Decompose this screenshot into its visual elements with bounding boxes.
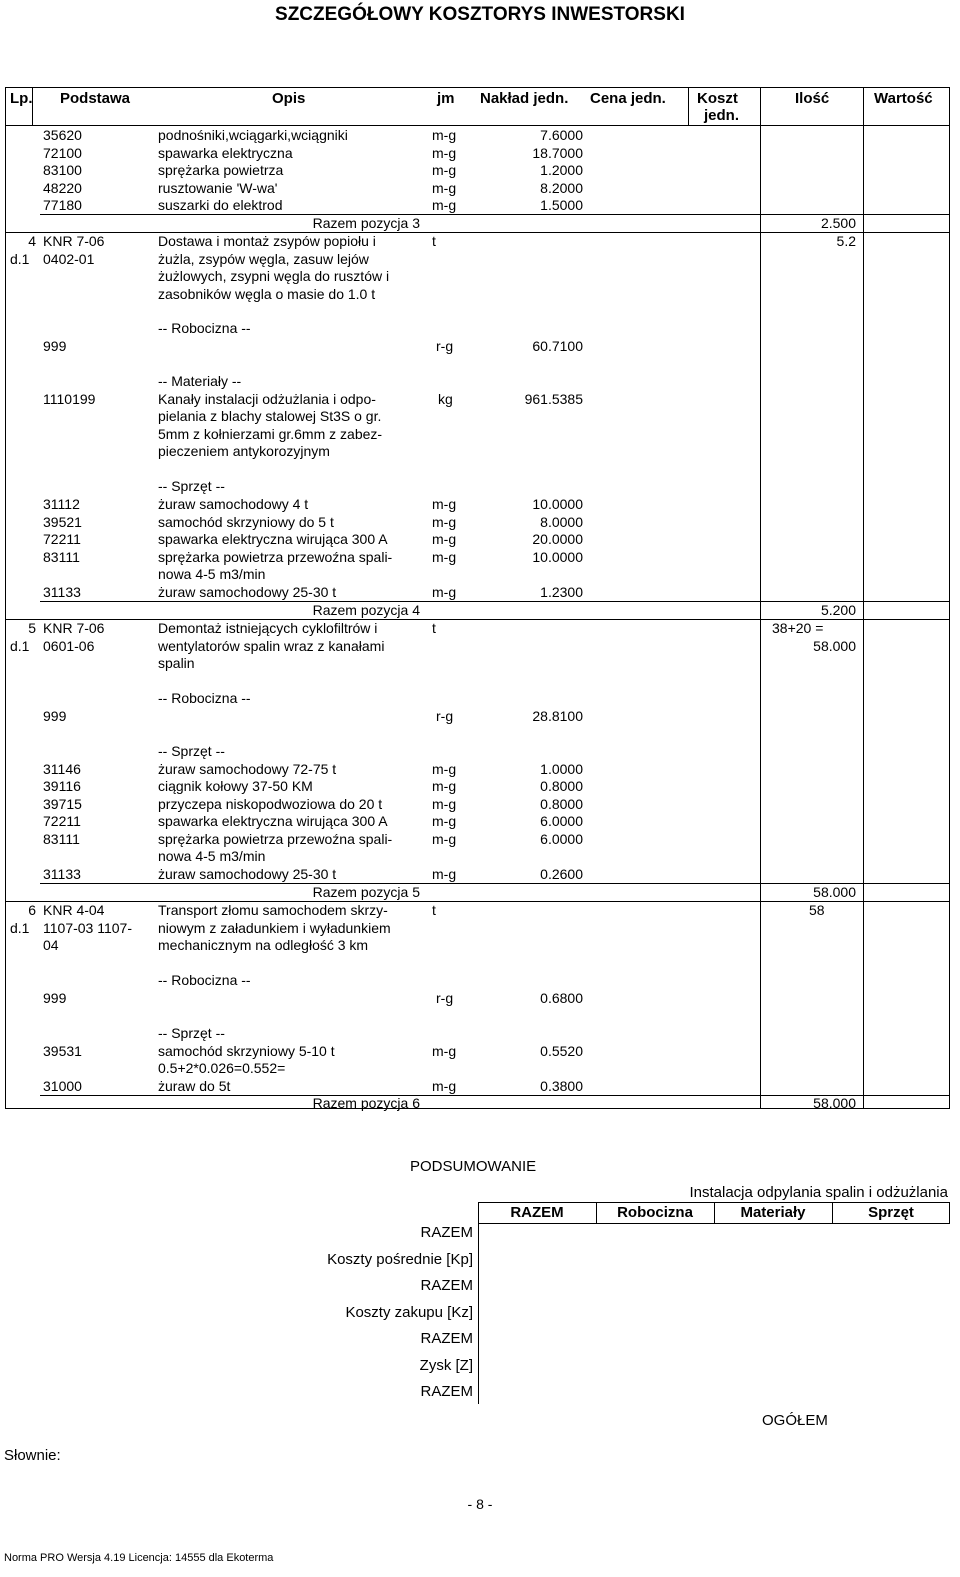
summary-line: RAZEM bbox=[420, 1330, 473, 1347]
position-desc: mechanicznym na odległość 3 km bbox=[158, 937, 369, 953]
row-unit: m-g bbox=[432, 1078, 457, 1094]
header-opis: Opis bbox=[272, 90, 306, 107]
position-knr-table: 0402-01 bbox=[43, 251, 95, 267]
row-code: 39521 bbox=[43, 514, 82, 530]
position-desc: żużla, zsypów węgla, zasuw lejów bbox=[158, 251, 369, 267]
position-unit: t bbox=[432, 233, 436, 249]
row-desc: żuraw samochodowy 4 t bbox=[158, 496, 309, 512]
header-wartosc: Wartość bbox=[874, 90, 933, 107]
razem-label: Razem pozycja 3 bbox=[312, 215, 420, 231]
position-desc: spalin bbox=[158, 655, 195, 671]
summary-line: RAZEM bbox=[420, 1277, 473, 1294]
position-knr-table: 1107-03 1107- bbox=[43, 920, 132, 936]
section-label: -- Sprzęt -- bbox=[158, 1025, 225, 1041]
section-label: -- Materiały -- bbox=[158, 373, 242, 389]
position-number: 6 bbox=[28, 902, 36, 918]
position-desc: wentylatorów spalin wraz z kanałami bbox=[158, 638, 385, 654]
row-naklad: 1.0000 bbox=[540, 761, 583, 777]
row-code: 72211 bbox=[43, 531, 81, 547]
position-desc: zasobników węgla o masie do 1.0 t bbox=[158, 286, 376, 302]
summary-col-materialy: Materiały bbox=[740, 1204, 806, 1221]
summary-line: RAZEM bbox=[420, 1224, 473, 1241]
row-unit: m-g bbox=[432, 866, 457, 882]
row-desc: żuraw samochodowy 25-30 t bbox=[158, 866, 337, 882]
position-ilosc: 58.000 bbox=[813, 638, 856, 654]
row-unit: r-g bbox=[436, 708, 454, 724]
row-code: 31112 bbox=[43, 496, 80, 512]
row-naklad: 0.8000 bbox=[540, 778, 583, 794]
razem-ilosc: 58.000 bbox=[813, 884, 856, 900]
row-code: 999 bbox=[43, 338, 67, 354]
summary-line: Koszty zakupu [Kz] bbox=[345, 1304, 473, 1321]
row-unit: m-g bbox=[432, 127, 457, 143]
position-ilosc: 58 bbox=[809, 902, 825, 918]
summary-col-robocizna: Robocizna bbox=[617, 1204, 693, 1221]
row-code: 39116 bbox=[43, 778, 81, 794]
row-unit: m-g bbox=[432, 197, 457, 213]
row-naklad: 0.8000 bbox=[540, 796, 583, 812]
col-divider bbox=[688, 87, 689, 125]
summary-line: Koszty pośrednie [Kp] bbox=[327, 1251, 473, 1268]
razem-label: Razem pozycja 4 bbox=[312, 602, 420, 618]
summary-line: Zysk [Z] bbox=[419, 1357, 473, 1374]
razem-label: Razem pozycja 6 bbox=[312, 1095, 420, 1111]
summary-total: OGÓŁEM bbox=[762, 1412, 828, 1429]
row-code: 31146 bbox=[43, 761, 81, 777]
summary-line: RAZEM bbox=[420, 1383, 473, 1400]
row-naklad: 60.7100 bbox=[532, 338, 583, 354]
row-desc: żuraw samochodowy 25-30 t bbox=[158, 584, 337, 600]
row-naklad: 7.6000 bbox=[540, 127, 583, 143]
row-code: 77180 bbox=[43, 197, 82, 213]
row-desc: żuraw do 5t bbox=[158, 1078, 231, 1094]
row-naklad: 18.7000 bbox=[532, 145, 583, 161]
section-label: -- Robocizna -- bbox=[158, 320, 251, 336]
row-unit: m-g bbox=[432, 145, 457, 161]
row-desc: nowa 4-5 m3/min bbox=[158, 848, 266, 864]
position-ilosc-formula: 38+20 = bbox=[772, 620, 824, 636]
row-desc: pielania z blachy stalowej St3S o gr. bbox=[158, 408, 382, 424]
row-unit: kg bbox=[438, 391, 453, 407]
footer-license: Norma PRO Wersja 4.19 Licencja: 14555 dla Ekoterma bbox=[4, 1552, 274, 1564]
position-number: 5 bbox=[28, 620, 36, 636]
row-desc: pieczeniem antykorozyjnym bbox=[158, 443, 330, 459]
row-code: 31133 bbox=[43, 866, 81, 882]
summary-col-sprzet: Sprzęt bbox=[868, 1204, 914, 1221]
row-code: 999 bbox=[43, 990, 67, 1006]
row-code: 31000 bbox=[43, 1078, 82, 1094]
row-desc: Kanały instalacji odżużlania i odpo- bbox=[158, 391, 376, 407]
row-unit: r-g bbox=[436, 990, 454, 1006]
position-knr: KNR 7-06 bbox=[43, 620, 105, 636]
row-naklad: 6.0000 bbox=[540, 813, 583, 829]
row-naklad: 8.0000 bbox=[540, 514, 583, 530]
position-suffix: d.1 bbox=[10, 920, 30, 936]
row-naklad: 10.0000 bbox=[532, 549, 583, 565]
position-desc: niowym z załadunkiem i wyładunkiem bbox=[158, 920, 391, 936]
row-naklad: 20.0000 bbox=[532, 531, 583, 547]
row-naklad: 0.3800 bbox=[540, 1078, 583, 1094]
section-label: -- Robocizna -- bbox=[158, 972, 251, 988]
position-knr: KNR 7-06 bbox=[43, 233, 105, 249]
row-desc: rusztowanie 'W-wa' bbox=[158, 180, 278, 196]
section-label: -- Sprzęt -- bbox=[158, 743, 225, 759]
row-naklad: 8.2000 bbox=[540, 180, 583, 196]
position-knr: KNR 4-04 bbox=[43, 902, 105, 918]
summary-heading: PODSUMOWANIE bbox=[410, 1158, 537, 1175]
row-desc: przyczepa niskopodwoziowa do 20 t bbox=[158, 796, 383, 812]
summary-project: Instalacja odpylania spalin i odżużlania bbox=[689, 1184, 948, 1201]
row-unit: m-g bbox=[432, 796, 457, 812]
header-podstawa: Podstawa bbox=[60, 90, 131, 107]
razem-ilosc: 5.200 bbox=[820, 602, 856, 618]
position-desc: Transport złomu samochodem skrzy- bbox=[158, 902, 388, 918]
col-divider bbox=[863, 87, 864, 1109]
section-label: -- Sprzęt -- bbox=[158, 478, 225, 494]
row-code: 1110199 bbox=[43, 391, 96, 407]
row-desc: nowa 4-5 m3/min bbox=[158, 566, 266, 582]
row-code: 48220 bbox=[43, 180, 82, 196]
summary-left-rule bbox=[478, 1202, 479, 1404]
row-unit: r-g bbox=[436, 338, 454, 354]
row-code: 72100 bbox=[43, 145, 82, 161]
row-unit: m-g bbox=[432, 761, 457, 777]
position-unit: t bbox=[432, 902, 436, 918]
header-naklad: Nakład jedn. bbox=[480, 90, 569, 107]
page-title: SZCZEGÓŁOWY KOSZTORYS INWESTORSKI bbox=[275, 4, 685, 25]
row-naklad: 1.2300 bbox=[540, 584, 583, 600]
row-unit: m-g bbox=[432, 531, 457, 547]
row-unit: m-g bbox=[432, 813, 457, 829]
row-code: 31133 bbox=[43, 584, 81, 600]
row-unit: m-g bbox=[432, 584, 457, 600]
razem-label: Razem pozycja 5 bbox=[312, 884, 420, 900]
header-cena: Cena jedn. bbox=[590, 90, 666, 107]
row-desc: 5mm z kołnierzami gr.6mm z zabez- bbox=[158, 426, 383, 442]
header-lp: Lp. bbox=[10, 90, 33, 107]
row-naklad: 961.5385 bbox=[524, 391, 583, 407]
slownie-label: Słownie: bbox=[4, 1447, 61, 1464]
row-unit: m-g bbox=[432, 831, 457, 847]
razem-ilosc: 2.500 bbox=[820, 215, 856, 231]
row-code: 39715 bbox=[43, 796, 82, 812]
summary-col-razem: RAZEM bbox=[510, 1204, 564, 1221]
position-ilosc: 5.2 bbox=[836, 233, 856, 249]
row-desc: sprężarka powietrza przewoźna spali- bbox=[158, 831, 393, 847]
position-suffix: d.1 bbox=[10, 251, 30, 267]
row-desc: suszarki do elektrod bbox=[158, 197, 283, 213]
position-desc: Demontaż istniejących cyklofiltrów i bbox=[158, 620, 378, 636]
row-naklad: 10.0000 bbox=[532, 496, 583, 512]
position-knr-table: 04 bbox=[43, 937, 59, 953]
header-koszt-jedn: jedn. bbox=[704, 107, 740, 124]
row-unit: m-g bbox=[432, 180, 457, 196]
row-code: 39531 bbox=[43, 1043, 82, 1059]
row-naklad: 28.8100 bbox=[532, 708, 583, 724]
position-suffix: d.1 bbox=[10, 638, 30, 654]
row-unit: m-g bbox=[432, 162, 457, 178]
row-desc: 0.5+2*0.026=0.552= bbox=[158, 1060, 286, 1076]
header-koszt: Koszt bbox=[697, 90, 738, 107]
row-desc: spawarka elektryczna wirująca 300 A bbox=[158, 531, 388, 547]
row-unit: m-g bbox=[432, 549, 457, 565]
row-desc: spawarka elektryczna wirująca 300 A bbox=[158, 813, 388, 829]
position-unit: t bbox=[432, 620, 436, 636]
row-unit: m-g bbox=[432, 514, 457, 530]
row-code: 72211 bbox=[43, 813, 81, 829]
row-desc: żuraw samochodowy 72-75 t bbox=[158, 761, 337, 777]
row-desc: ciągnik kołowy 37-50 KM bbox=[158, 778, 313, 794]
row-naklad: 0.6800 bbox=[540, 990, 583, 1006]
razem-ilosc: 58.000 bbox=[813, 1095, 856, 1111]
row-unit: m-g bbox=[432, 778, 457, 794]
row-desc: samochód skrzyniowy 5-10 t bbox=[158, 1043, 335, 1059]
position-number: 4 bbox=[28, 233, 36, 249]
row-desc: sprężarka powietrza przewoźna spali- bbox=[158, 549, 393, 565]
position-desc: żużlowych, zsypni węgla do rusztów i bbox=[158, 268, 390, 284]
position-desc: Dostawa i montaż zsypów popiołu i bbox=[158, 233, 376, 249]
row-code: 83100 bbox=[43, 162, 82, 178]
position-knr-table: 0601-06 bbox=[43, 638, 95, 654]
header-jm: jm bbox=[437, 90, 455, 107]
row-desc: samochód skrzyniowy do 5 t bbox=[158, 514, 334, 530]
row-code: 83111 bbox=[43, 549, 80, 565]
row-unit: m-g bbox=[432, 1043, 457, 1059]
row-desc: sprężarka powietrza bbox=[158, 162, 284, 178]
row-code: 35620 bbox=[43, 127, 82, 143]
header-divider bbox=[5, 125, 950, 126]
row-desc: spawarka elektryczna bbox=[158, 145, 293, 161]
page-number: - 8 - bbox=[467, 1496, 493, 1512]
section-label: -- Robocizna -- bbox=[158, 690, 251, 706]
row-desc: podnośniki,wciągarki,wciągniki bbox=[158, 127, 348, 143]
row-naklad: 1.2000 bbox=[540, 162, 583, 178]
row-unit: m-g bbox=[432, 496, 457, 512]
row-naklad: 0.5520 bbox=[540, 1043, 583, 1059]
header-ilosc: Ilość bbox=[795, 90, 830, 107]
row-code: 83111 bbox=[43, 831, 80, 847]
row-naklad: 1.5000 bbox=[540, 197, 583, 213]
row-code: 999 bbox=[43, 708, 67, 724]
row-naklad: 6.0000 bbox=[540, 831, 583, 847]
row-naklad: 0.2600 bbox=[540, 866, 583, 882]
